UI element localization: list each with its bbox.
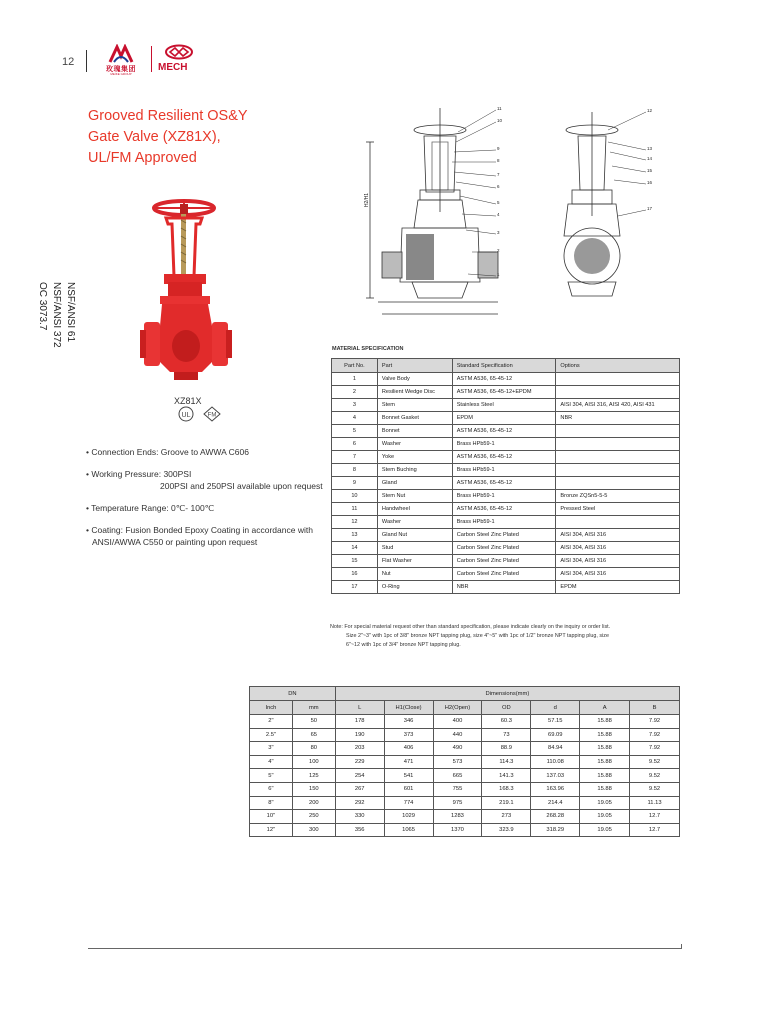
mech-logo-icon — [164, 44, 194, 60]
logo-divider — [151, 46, 152, 72]
material-cell: Carbon Steel Zinc Plated — [452, 542, 556, 555]
dimensions-cell: 100 — [292, 755, 335, 769]
dimensions-cell: 346 — [384, 715, 433, 729]
dimensions-cell: 219.1 — [482, 796, 531, 810]
feature-pressure: • Working Pressure: 300PSI — [86, 469, 192, 479]
material-cell — [556, 477, 680, 490]
header-divider — [86, 50, 87, 72]
standard-nsf372: NSF/ANSI 372 — [51, 282, 62, 348]
group-logo-cn: 玫瑰集团 — [106, 66, 136, 73]
material-cell — [556, 464, 680, 477]
dimensions-row — [250, 810, 680, 824]
group-logo — [100, 44, 142, 74]
callout-17: 17 — [647, 206, 653, 211]
material-cell: Stem Buching — [377, 464, 452, 477]
feature-temperature: • Temperature Range: 0℃- 100℃ — [86, 503, 215, 513]
material-cell: Stem Nut — [377, 490, 452, 503]
dimensions-cell: 69.09 — [531, 728, 580, 742]
dimensions-cell: 7.92 — [630, 742, 680, 756]
dimensions-cell: 6" — [250, 782, 293, 796]
dimensions-row — [250, 755, 680, 769]
dimensions-cell: 12" — [250, 823, 293, 837]
dimensions-cell: 80 — [292, 742, 335, 756]
callout-7: 7 — [497, 172, 500, 177]
dimensions-cell: 356 — [335, 823, 384, 837]
dimensions-cell: 601 — [384, 782, 433, 796]
dimensions-cell: 190 — [335, 728, 384, 742]
drawing1-labels — [362, 102, 514, 324]
material-cell: NBR — [556, 412, 680, 425]
material-cell: Resilient Wedge Disc — [377, 386, 452, 399]
material-table-body — [332, 373, 680, 594]
dimensions-cell: 330 — [335, 810, 384, 824]
dimensions-cell: 19.05 — [580, 810, 630, 824]
material-row — [332, 568, 680, 581]
material-cell: 4 — [332, 412, 378, 425]
dimensions-cell: 11.13 — [630, 796, 680, 810]
material-row — [332, 581, 680, 594]
dimensions-cell: 12.7 — [630, 823, 680, 837]
dimensions-header-cell: L — [335, 701, 384, 715]
note-line-1: Note: For special material request other than standard specification, please indicate clearly on the inquiry or order list. — [330, 624, 611, 630]
dimensions-cell: 88.9 — [482, 742, 531, 756]
material-note — [330, 623, 680, 650]
material-cell: Brass HPb59-1 — [452, 490, 556, 503]
callout-13: 13 — [647, 146, 653, 151]
material-cell: Stainless Steel — [452, 399, 556, 412]
dimensions-cell: 178 — [335, 715, 384, 729]
dimensions-cell: 168.3 — [482, 782, 531, 796]
material-cell: Yoke — [377, 451, 452, 464]
dimensions-header-row — [250, 701, 680, 715]
dims-group-header: Dimensions(mm) — [335, 687, 679, 701]
callout-12: 12 — [647, 108, 653, 113]
material-header-cell: Part No. — [332, 359, 378, 373]
dimensions-cell: 254 — [335, 769, 384, 783]
dimensions-row — [250, 715, 680, 729]
dimensions-cell: 7.92 — [630, 715, 680, 729]
material-cell: AISI 304, AISI 316 — [556, 555, 680, 568]
dimensions-cell: 203 — [335, 742, 384, 756]
dimensions-cell: 490 — [433, 742, 482, 756]
dimensions-cell: 15.88 — [580, 742, 630, 756]
material-cell: Gland Nut — [377, 529, 452, 542]
dimensions-header-cell: Inch — [250, 701, 293, 715]
material-cell: 17 — [332, 581, 378, 594]
height-label: H2/H1 — [364, 192, 371, 208]
callout-5: 5 — [497, 200, 500, 205]
material-cell: ASTM A536, 65-45-12 — [452, 425, 556, 438]
dimensions-cell: 268.28 — [531, 810, 580, 824]
material-cell: Handwheel — [377, 503, 452, 516]
material-cell: Valve Body — [377, 373, 452, 386]
note-line-3: 6"~12 with 1pc of 3/4" bronze NPT tapping plug. — [346, 642, 461, 648]
material-cell: NBR — [452, 581, 556, 594]
dimensions-cell: 1029 — [384, 810, 433, 824]
material-cell: ASTM A536, 65-45-12 — [452, 373, 556, 386]
dimensions-cell: 141.3 — [482, 769, 531, 783]
material-cell: Stem — [377, 399, 452, 412]
feature-connection: • Connection Ends: Groove to AWWA C606 — [86, 447, 249, 457]
dimensions-cell: 214.4 — [531, 796, 580, 810]
dimensions-cell: 292 — [335, 796, 384, 810]
material-row — [332, 373, 680, 386]
dimensions-header-cell: B — [630, 701, 680, 715]
material-cell: 2 — [332, 386, 378, 399]
group-logo-en: MEIKE GROUP — [110, 72, 132, 76]
certification-marks — [174, 405, 230, 427]
dimensions-cell: 665 — [433, 769, 482, 783]
callout-14: 14 — [647, 156, 653, 161]
dimensions-header-cell: H1(Close) — [384, 701, 433, 715]
dimensions-cell: 15.88 — [580, 769, 630, 783]
material-row — [332, 542, 680, 555]
dimensions-row — [250, 742, 680, 756]
dimensions-cell: 267 — [335, 782, 384, 796]
material-cell: Washer — [377, 516, 452, 529]
dimensions-cell: 84.94 — [531, 742, 580, 756]
dimensions-cell: 137.03 — [531, 769, 580, 783]
material-cell: Brass HPb59-1 — [452, 464, 556, 477]
dimensions-cell: 229 — [335, 755, 384, 769]
page-number: 12 — [62, 56, 75, 68]
material-cell: Carbon Steel Zinc Plated — [452, 529, 556, 542]
mech-logo — [158, 44, 200, 74]
dimensions-cell: 9.52 — [630, 782, 680, 796]
material-row — [332, 451, 680, 464]
dimensions-cell: 65 — [292, 728, 335, 742]
material-cell: 5 — [332, 425, 378, 438]
material-cell: ASTM A536, 65-45-12+EPDM — [452, 386, 556, 399]
material-cell — [556, 438, 680, 451]
dimensions-cell: 15.88 — [580, 728, 630, 742]
dimensions-cell: 150 — [292, 782, 335, 796]
feature-pressure-sub: 200PSI and 250PSI available upon request — [160, 481, 323, 491]
material-cell: Brass HPb59-1 — [452, 516, 556, 529]
dimensions-header-cell: OD — [482, 701, 531, 715]
dimensions-cell: 19.05 — [580, 823, 630, 837]
material-cell: Carbon Steel Zinc Plated — [452, 568, 556, 581]
dimensions-cell: 440 — [433, 728, 482, 742]
callout-3: 3 — [497, 230, 500, 235]
drawing2-labels — [538, 106, 666, 306]
material-row — [332, 464, 680, 477]
material-cell: ASTM A536, 65-45-12 — [452, 451, 556, 464]
material-row — [332, 386, 680, 399]
material-caption: MATERIAL SPECIFICATION — [332, 346, 404, 352]
dimensions-cell: 4" — [250, 755, 293, 769]
material-table — [331, 358, 680, 594]
material-cell: Brass HPb59-1 — [452, 438, 556, 451]
dimensions-cell: 7.92 — [630, 728, 680, 742]
material-cell: 16 — [332, 568, 378, 581]
callout-8: 8 — [497, 158, 500, 163]
material-cell: 15 — [332, 555, 378, 568]
callout-16: 16 — [647, 180, 653, 185]
material-cell: Carbon Steel Zinc Plated — [452, 555, 556, 568]
dimensions-cell: 755 — [433, 782, 482, 796]
dimensions-table — [249, 686, 680, 837]
material-cell: Bonnet Gasket — [377, 412, 452, 425]
material-cell: 13 — [332, 529, 378, 542]
material-header-cell: Options — [556, 359, 680, 373]
material-cell: Bonnet — [377, 425, 452, 438]
dimensions-header-cell: d — [531, 701, 580, 715]
model-label: XZ81X — [174, 396, 202, 406]
callout-2: 2 — [497, 248, 500, 253]
material-row — [332, 490, 680, 503]
callout-4: 4 — [497, 212, 500, 217]
dimensions-cell: 200 — [292, 796, 335, 810]
material-cell: EPDM — [556, 581, 680, 594]
material-row — [332, 399, 680, 412]
material-cell: 9 — [332, 477, 378, 490]
callout-11: 11 — [497, 106, 502, 111]
material-cell: 8 — [332, 464, 378, 477]
material-cell: ASTM A536, 65-45-12 — [452, 503, 556, 516]
dimensions-cell: 12.7 — [630, 810, 680, 824]
material-row — [332, 412, 680, 425]
material-cell: 14 — [332, 542, 378, 555]
material-row — [332, 529, 680, 542]
material-cell: EPDM — [452, 412, 556, 425]
dimensions-cell: 114.3 — [482, 755, 531, 769]
dimensions-row — [250, 769, 680, 783]
feature-coating-2: ANSI/AWWA C550 or painting upon request — [92, 537, 258, 547]
dimensions-cell: 318.29 — [531, 823, 580, 837]
dimensions-row — [250, 823, 680, 837]
dimensions-cell: 541 — [384, 769, 433, 783]
material-row — [332, 438, 680, 451]
dimensions-cell: 2" — [250, 715, 293, 729]
title-line-2: Gate Valve (XZ81X), — [88, 129, 221, 145]
material-cell — [556, 373, 680, 386]
dimensions-cell: 2.5" — [250, 728, 293, 742]
callout-1: 1 — [497, 272, 500, 277]
standards-list — [36, 282, 76, 407]
dimensions-cell: 110.08 — [531, 755, 580, 769]
footer-rule — [88, 948, 682, 949]
dimensions-cell: 975 — [433, 796, 482, 810]
group-logo-icon — [106, 44, 136, 64]
dimensions-cell: 8" — [250, 796, 293, 810]
material-cell: 1 — [332, 373, 378, 386]
dimensions-cell: 10" — [250, 810, 293, 824]
title-line-3: UL/FM Approved — [88, 150, 197, 166]
svg-text:FM: FM — [207, 412, 217, 419]
note-line-2: Size 2"~3" with 1pc of 3/8" bronze NPT tapping plug, size 4"~5" with 1pc of 1/2" bronze NPT tapping plug, size — [346, 633, 609, 639]
material-cell: 11 — [332, 503, 378, 516]
callout-9: 9 — [497, 146, 500, 151]
dimensions-cell: 373 — [384, 728, 433, 742]
svg-text:UL: UL — [181, 412, 191, 419]
title-line-1: Grooved Resilient OS&Y — [88, 108, 248, 124]
dimensions-cell: 15.88 — [580, 755, 630, 769]
dimensions-cell: 15.88 — [580, 715, 630, 729]
material-cell — [556, 451, 680, 464]
dimensions-cell: 9.52 — [630, 769, 680, 783]
material-cell: 12 — [332, 516, 378, 529]
material-header-cell: Part — [377, 359, 452, 373]
material-row — [332, 503, 680, 516]
feature-coating-1: • Coating: Fusion Bonded Epoxy Coating in accordance with — [86, 525, 313, 535]
material-cell: 3 — [332, 399, 378, 412]
material-cell: ASTM A536, 65-45-12 — [452, 477, 556, 490]
dimensions-cell: 573 — [433, 755, 482, 769]
dimensions-row — [250, 728, 680, 742]
dimensions-cell: 73 — [482, 728, 531, 742]
material-header-cell: Standard Specification — [452, 359, 556, 373]
dn-group-header: DN — [250, 687, 336, 701]
dimensions-cell: 19.05 — [580, 796, 630, 810]
material-cell: 6 — [332, 438, 378, 451]
material-cell: Stud — [377, 542, 452, 555]
callout-15: 15 — [647, 168, 653, 173]
material-cell: Pressed Steel — [556, 503, 680, 516]
dimensions-cell: 774 — [384, 796, 433, 810]
dimensions-cell: 9.52 — [630, 755, 680, 769]
product-title — [88, 106, 318, 169]
material-row — [332, 516, 680, 529]
material-cell: O-Ring — [377, 581, 452, 594]
dimensions-header-cell: H2(Open) — [433, 701, 482, 715]
dimensions-cell: 60.3 — [482, 715, 531, 729]
dimensions-cell: 163.96 — [531, 782, 580, 796]
fm-approved-icon — [204, 407, 220, 421]
callout-6: 6 — [497, 184, 500, 189]
dimensions-row — [250, 782, 680, 796]
valve-photo — [140, 196, 236, 386]
material-cell: Flat Washer — [377, 555, 452, 568]
dimensions-cell: 1370 — [433, 823, 482, 837]
dimensions-cell: 3" — [250, 742, 293, 756]
ul-listed-icon — [179, 407, 193, 421]
dimensions-cell: 15.88 — [580, 782, 630, 796]
material-header-row — [332, 359, 680, 373]
dimensions-header-cell: A — [580, 701, 630, 715]
dimensions-cell: 50 — [292, 715, 335, 729]
standard-nsf61: NSF/ANSI 61 — [65, 282, 76, 343]
material-cell: AISI 304, AISI 316 — [556, 529, 680, 542]
standard-oc: OC 3073.7 — [37, 282, 48, 331]
dimensions-row — [250, 796, 680, 810]
dimensions-cell: 400 — [433, 715, 482, 729]
dimensions-cell: 471 — [384, 755, 433, 769]
material-cell — [556, 386, 680, 399]
material-row — [332, 425, 680, 438]
material-cell: Bronze ZQSn5-5-5 — [556, 490, 680, 503]
dimensions-cell: 273 — [482, 810, 531, 824]
dimensions-table-body — [250, 715, 680, 837]
material-cell: AISI 304, AISI 316 — [556, 568, 680, 581]
dimensions-group-row — [250, 687, 680, 701]
callout-10: 10 — [497, 118, 503, 123]
material-row — [332, 477, 680, 490]
material-cell: 7 — [332, 451, 378, 464]
dimensions-cell: 300 — [292, 823, 335, 837]
mech-logo-text: MECH — [158, 62, 188, 73]
material-cell — [556, 425, 680, 438]
material-cell: Gland — [377, 477, 452, 490]
dimensions-cell: 5" — [250, 769, 293, 783]
material-row — [332, 555, 680, 568]
material-cell — [556, 516, 680, 529]
dimensions-cell: 125 — [292, 769, 335, 783]
material-cell: Washer — [377, 438, 452, 451]
dimensions-cell: 406 — [384, 742, 433, 756]
dimensions-cell: 1283 — [433, 810, 482, 824]
feature-list — [86, 446, 326, 548]
material-cell: AISI 304, AISI 316, AISI 420, AISI 431 — [556, 399, 680, 412]
material-cell: Nut — [377, 568, 452, 581]
material-cell: 10 — [332, 490, 378, 503]
material-cell: AISI 304, AISI 316 — [556, 542, 680, 555]
dimensions-cell: 57.15 — [531, 715, 580, 729]
dimensions-cell: 1065 — [384, 823, 433, 837]
dimensions-header-cell: mm — [292, 701, 335, 715]
dimensions-cell: 323.9 — [482, 823, 531, 837]
dimensions-cell: 250 — [292, 810, 335, 824]
